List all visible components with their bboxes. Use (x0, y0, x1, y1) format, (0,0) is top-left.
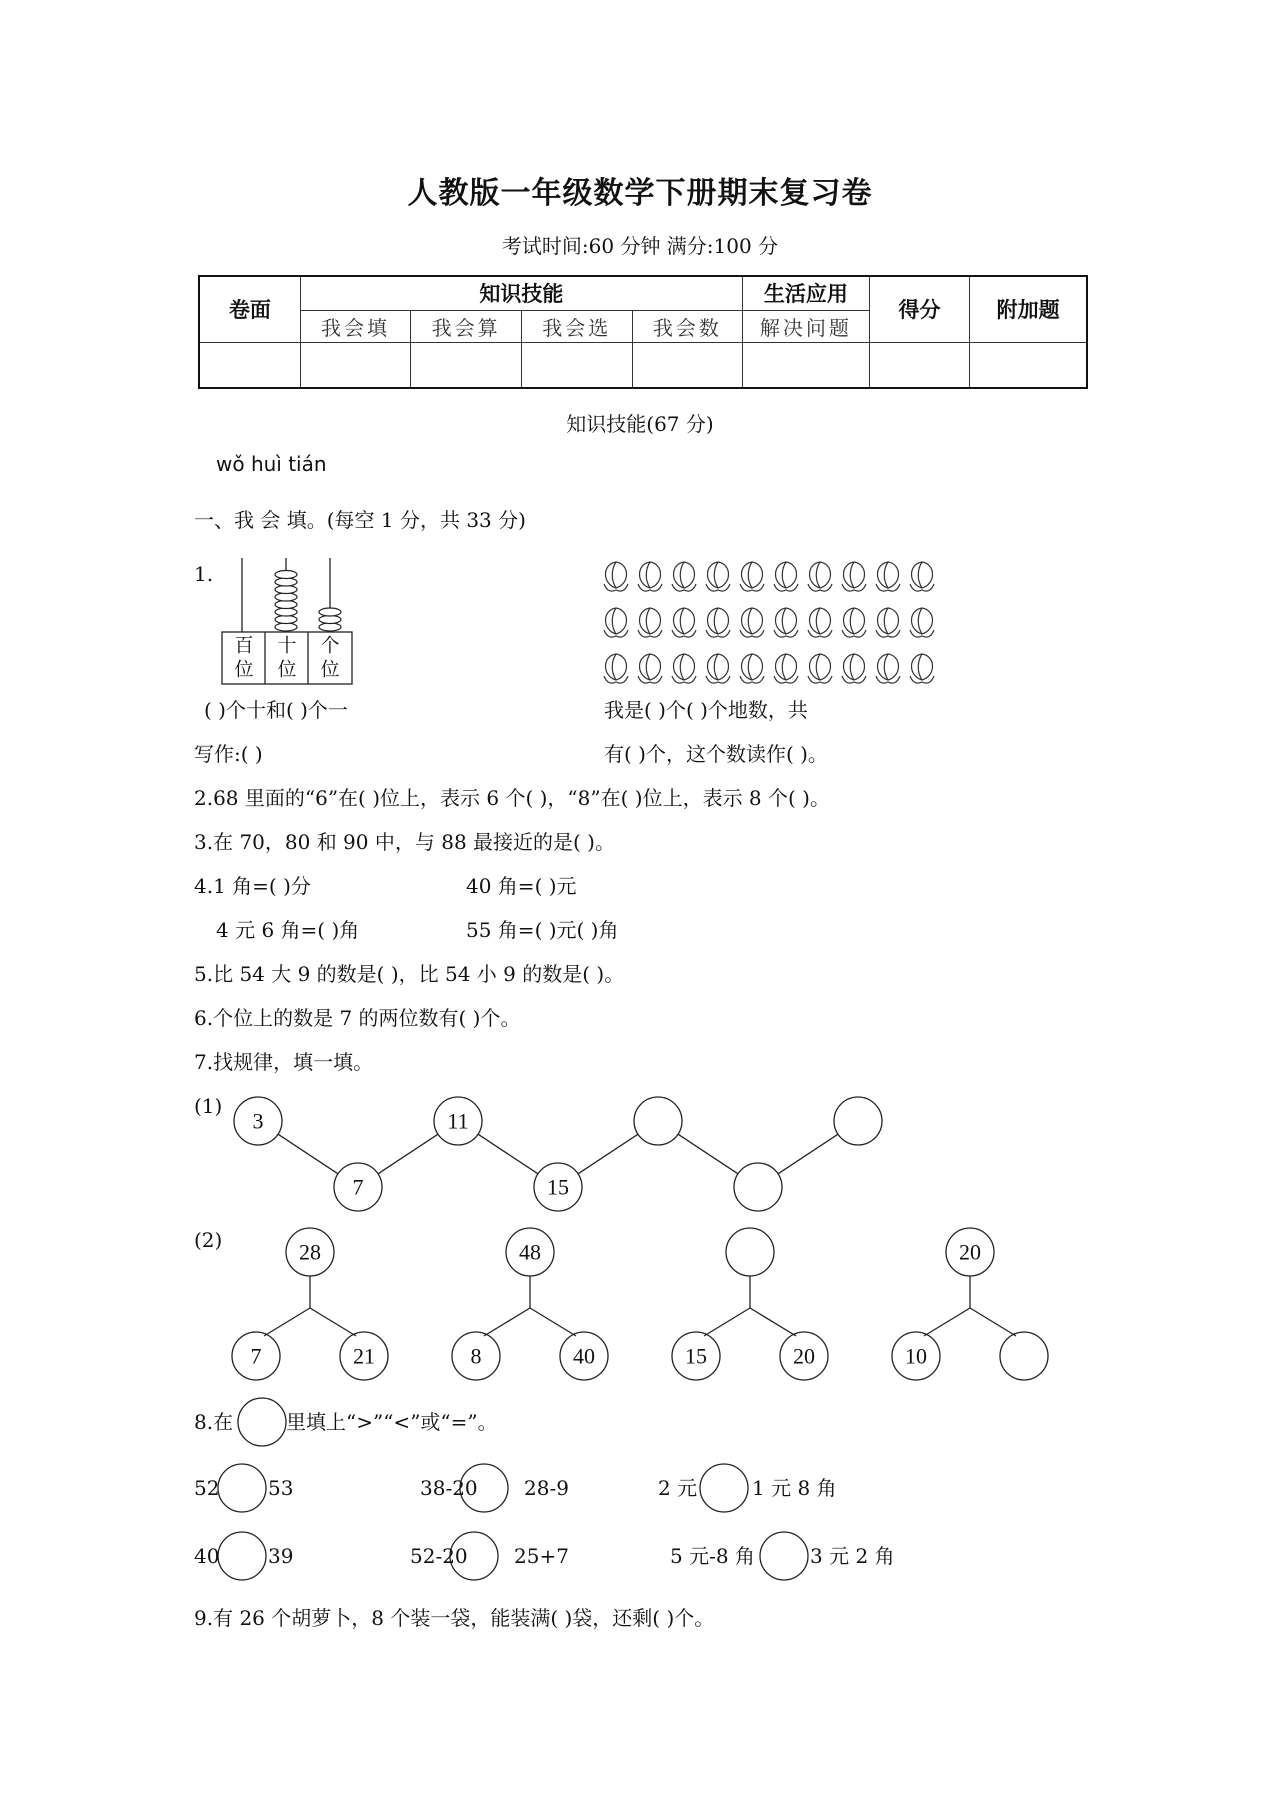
pinyin: wǒ huì tián (216, 452, 327, 476)
peach-icon (774, 654, 798, 683)
abacus-label-hundreds: 百 (234, 635, 254, 657)
q7-part1-label: (1) (194, 1094, 223, 1118)
q7-part2-label: (2) (194, 1228, 223, 1252)
col-sub-3: 我会选 (521, 310, 632, 342)
peach-icon (706, 654, 730, 683)
pattern-2-tree-left-value: 8 (470, 1343, 482, 1369)
q4-c: 4 元 6 角=( )角 (216, 918, 360, 942)
q8-item-3-right: 1 元 8 角 (752, 1476, 837, 1500)
peach-icon (638, 562, 662, 591)
pattern-1-bottom-value: 15 (547, 1174, 569, 1200)
pattern-1-bottom-circle[interactable] (734, 1163, 782, 1211)
abacus-label-ones: 个 (320, 635, 340, 657)
peach-icon (876, 562, 900, 591)
col-sub-5: 解决问题 (743, 310, 870, 342)
abacus-bead (275, 623, 297, 631)
pattern-2-tree-top-circle[interactable] (726, 1228, 774, 1276)
q8-item-6-right: 3 元 2 角 (810, 1544, 895, 1568)
abacus-bead (319, 616, 341, 624)
pattern-2-tree-top-value: 48 (519, 1239, 541, 1265)
q8-suffix: 里填上“>”“<”或“=”。 (286, 1410, 498, 1434)
abacus-bead (275, 571, 297, 579)
q3: 3.在 70，80 和 90 中，与 88 最接近的是( )。 (194, 830, 615, 854)
q7-heading: 7.找规律，填一填。 (194, 1050, 374, 1074)
peach-icon (740, 654, 764, 683)
col-defen: 得分 (869, 276, 970, 342)
col-fujia: 附加题 (970, 276, 1087, 342)
abacus-label-ones-2: 位 (320, 659, 340, 681)
abacus-label-tens: 十 (277, 635, 297, 657)
abacus-bead (275, 616, 297, 624)
q9: 9.有 26 个胡萝卜，8 个装一袋，能装满( )袋，还剩( )个。 (194, 1606, 715, 1630)
q8-example-circle (238, 1398, 286, 1446)
col-sub-4: 我会数 (632, 310, 743, 342)
pattern-2-tree-top-value: 28 (299, 1239, 321, 1265)
peach-icon (604, 654, 628, 683)
q2: 2.68 里面的“6”在( )位上，表示 6 个( )，“8”在( )位上，表示 8 个( )。 (194, 786, 830, 810)
pattern-2-tree-right-value: 20 (793, 1343, 815, 1369)
peach-icon (910, 654, 934, 683)
peach-icon (910, 562, 934, 591)
compare-answer-circle[interactable] (760, 1532, 808, 1580)
peach-icon (808, 562, 832, 591)
abacus-label-tens-2: 位 (277, 659, 297, 681)
q8-item-5-left: 52-20 (410, 1544, 468, 1568)
peach-icon (910, 608, 934, 637)
exam-info: 考试时间:60 分钟 满分:100 分 (501, 234, 779, 258)
pattern-2-tree-left-value: 10 (905, 1343, 927, 1369)
q1-left-line1: ( )个十和( )个一 (204, 698, 348, 722)
compare-answer-circle[interactable] (218, 1532, 266, 1580)
peach-icon (604, 562, 628, 591)
page-title: 人教版一年级数学下册期末复习卷 (407, 176, 873, 211)
q4-d: 55 角=( )元( )角 (466, 918, 619, 942)
q4-b: 40 角=( )元 (466, 874, 577, 898)
peach-icon (740, 562, 764, 591)
abacus-bead (275, 586, 297, 594)
peach-icon (604, 608, 628, 637)
q4-a: 4.1 角=( )分 (194, 874, 311, 898)
abacus-bead (319, 623, 341, 631)
q8-item-4-right: 39 (268, 1544, 294, 1568)
compare-answer-circle[interactable] (700, 1464, 748, 1512)
col-shenghuo: 生活应用 (743, 276, 870, 310)
pattern-1-top-circle[interactable] (634, 1097, 682, 1145)
q8-item-6-left: 5 元-8 角 (670, 1544, 755, 1568)
peach-icon (774, 608, 798, 637)
peach-icon (740, 608, 764, 637)
pattern-1-bottom-value: 7 (352, 1174, 364, 1200)
pattern-1-top-value: 11 (447, 1108, 469, 1134)
col-zhishi: 知识技能 (300, 276, 743, 310)
peach-icon (706, 562, 730, 591)
peach-icon (706, 608, 730, 637)
q1-right-line2: 有( )个，这个数读作( )。 (604, 742, 828, 766)
pattern-2-tree-left-value: 15 (685, 1343, 707, 1369)
q1-left-line2: 写作:( ) (194, 742, 263, 766)
col-sub-2: 我会算 (411, 310, 522, 342)
peach-icon (672, 562, 696, 591)
abacus-bead (319, 608, 341, 616)
col-juanmian: 卷面 (199, 276, 300, 342)
q6: 6.个位上的数是 7 的两位数有( )个。 (194, 1006, 521, 1030)
q8-item-3-left: 2 元 (658, 1476, 698, 1500)
pattern-2-tree-left-value: 7 (250, 1343, 262, 1369)
peach-icon (808, 608, 832, 637)
q8-item-2-right: 28-9 (524, 1476, 569, 1500)
pattern-2-tree-top-value: 20 (959, 1239, 981, 1265)
pattern-2-tree-right-value: 21 (353, 1343, 375, 1369)
q8-item-2-left: 38-20 (420, 1476, 478, 1500)
pattern-2-tree-right-value: 40 (573, 1343, 595, 1369)
compare-answer-circle[interactable] (218, 1464, 266, 1512)
peach-icon (842, 562, 866, 591)
peach-icon (808, 654, 832, 683)
pattern-2-tree-right-circle[interactable] (1000, 1332, 1048, 1380)
q8-item-4-left: 40 (194, 1544, 220, 1568)
peach-icon (842, 608, 866, 637)
abacus-bead (275, 593, 297, 601)
abacus-label-hundreds-2: 位 (234, 659, 254, 681)
peach-icon (774, 562, 798, 591)
peach-icon (876, 608, 900, 637)
q5: 5.比 54 大 9 的数是( )，比 54 小 9 的数是( )。 (194, 962, 625, 986)
q8-item-5-right: 25+7 (514, 1544, 569, 1568)
peach-icon (672, 608, 696, 637)
abacus-bead (275, 601, 297, 609)
pattern-2-figure (232, 1228, 1048, 1380)
part1-heading: 一、我 会 填。(每空 1 分，共 33 分) (194, 508, 526, 532)
q1-number: 1. (194, 562, 214, 586)
q8-prefix: 8.在 (194, 1410, 234, 1434)
peach-grid (604, 562, 934, 683)
q8-item-1-left: 52 (194, 1476, 220, 1500)
q1-right-line1: 我是( )个( )个地数，共 (604, 698, 808, 722)
peach-icon (638, 654, 662, 683)
pattern-1-top-circle[interactable] (834, 1097, 882, 1145)
abacus-bead (275, 608, 297, 616)
peach-icon (876, 654, 900, 683)
peach-icon (672, 654, 696, 683)
peach-icon (638, 608, 662, 637)
pattern-1-figure (234, 1097, 882, 1211)
peach-icon (842, 654, 866, 683)
q8-item-1-right: 53 (268, 1476, 294, 1500)
col-sub-1: 我会填 (300, 310, 411, 342)
section-title: 知识技能(67 分) (566, 412, 714, 436)
pattern-1-top-value: 3 (252, 1108, 264, 1134)
abacus-bead (275, 578, 297, 586)
